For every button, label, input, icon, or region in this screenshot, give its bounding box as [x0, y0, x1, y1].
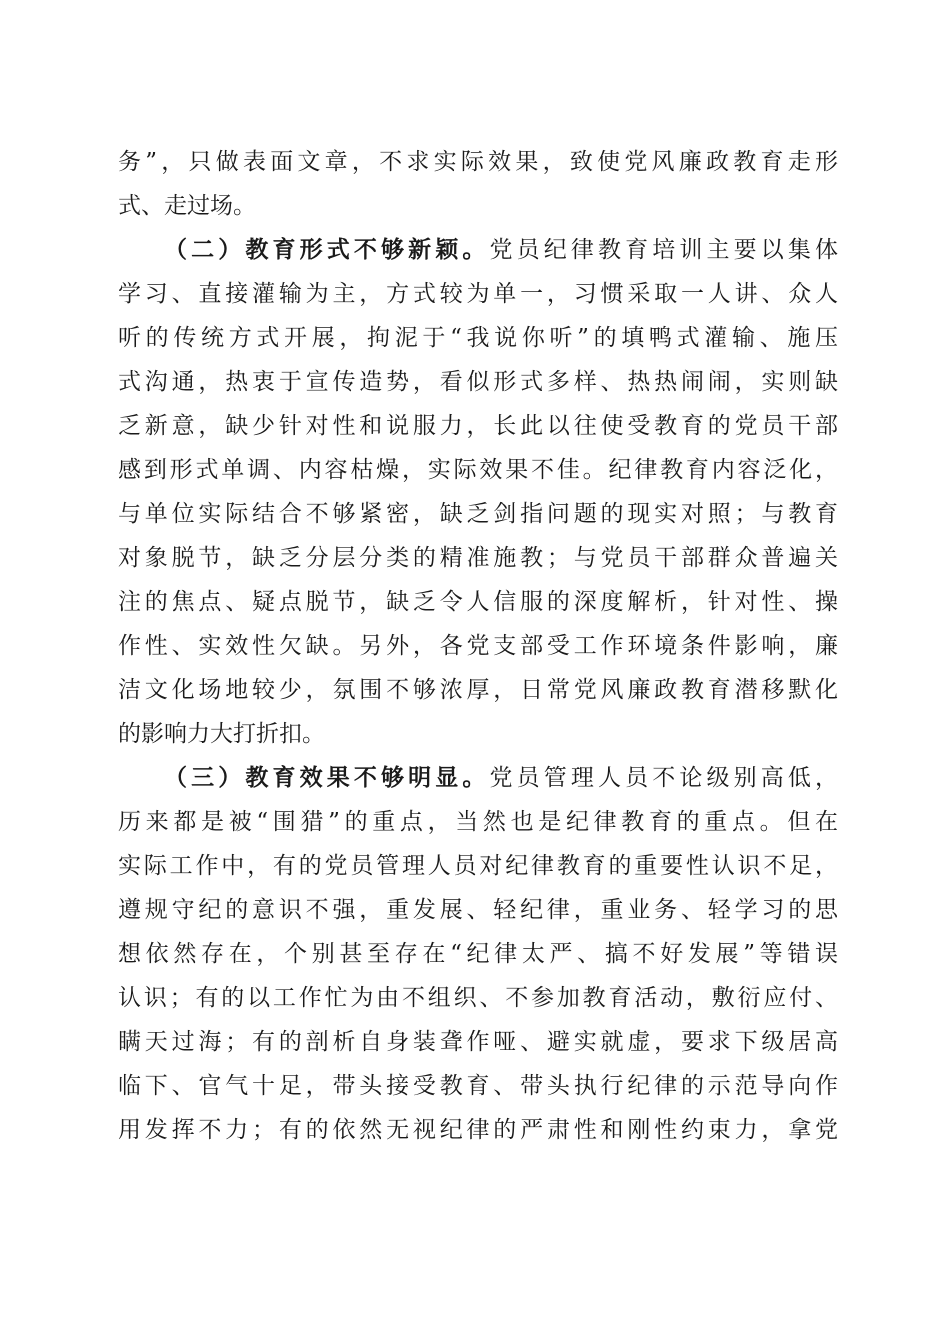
section-three-paragraph: [118, 756, 838, 1152]
text-line: 瞒天过海；有的剖析自身装聋作哑、避实就虚，要求下级居高: [118, 1029, 838, 1055]
text-line: 用发挥不力；有的依然无视纪律的严肃性和刚性约束力，拿党: [118, 1117, 838, 1143]
section-two-heading: （二）教育形式不够新颖。: [164, 236, 490, 263]
text-line: 实际工作中，有的党员管理人员对纪律教育的重要性认识不足，: [118, 853, 838, 879]
text-line: 作性、实效性欠缺。另外，各党支部受工作环境条件影响，廉: [118, 633, 838, 659]
text-line: 认识；有的以工作忙为由不组织、不参加教育活动，敷衍应付、: [118, 985, 838, 1011]
section-three-heading: （三）教育效果不够明显。: [164, 764, 490, 791]
text-line: 对象脱节，缺乏分层分类的精准施教；与党员干部群众普遍关: [118, 545, 838, 571]
text-line: 洁文化场地较少，氛围不够浓厚，日常党风廉政教育潜移默化: [118, 677, 838, 703]
section-three-first-line: [118, 756, 838, 800]
section-two-paragraph: [118, 228, 838, 756]
text-line: 与单位实际结合不够紧密，缺乏剑指问题的现实对照；与教育: [118, 501, 838, 527]
text-line: 想依然存在，个别甚至存在“纪律太严、搞不好发展”等错误: [118, 941, 838, 967]
text-line: 务”，只做表面文章，不求实际效果，致使党风廉政教育走形: [118, 149, 838, 175]
document-body: [118, 140, 838, 1152]
text-line: 历来都是被“围猎”的重点，当然也是纪律教育的重点。但在: [118, 809, 838, 835]
text-line: 感到形式单调、内容枯燥，实际效果不佳。纪律教育内容泛化，: [118, 457, 838, 483]
text-line: 临下、官气十足，带头接受教育、带头执行纪律的示范导向作: [118, 1073, 838, 1099]
section-two-first-line: [118, 228, 838, 272]
text-line: 式沟通，热衷于宣传造势，看似形式多样、热热闹闹，实则缺: [118, 369, 838, 395]
text-line: 乏新意，缺少针对性和说服力，长此以往使受教育的党员干部: [118, 413, 838, 439]
text-line: 注的焦点、疑点脱节，缺乏令人信服的深度解析，针对性、操: [118, 589, 838, 615]
text-line: 听的传统方式开展，拘泥于“我说你听”的填鸭式灌输、施压: [118, 325, 838, 351]
paragraph-continuation: [118, 140, 838, 228]
text-line: 式、走过场。: [118, 193, 256, 219]
section-three-first-line-text: 党员管理人员不论级别高低，: [489, 765, 838, 791]
section-two-first-line-text: 党员纪律教育培训主要以集体: [489, 237, 838, 263]
text-line: 学习、直接灌输为主，方式较为单一，习惯采取一人讲、众人: [118, 281, 838, 307]
text-line: 遵规守纪的意识不强，重发展、轻纪律，重业务、轻学习的思: [118, 897, 838, 923]
text-line: 的影响力大打折扣。: [118, 721, 325, 747]
